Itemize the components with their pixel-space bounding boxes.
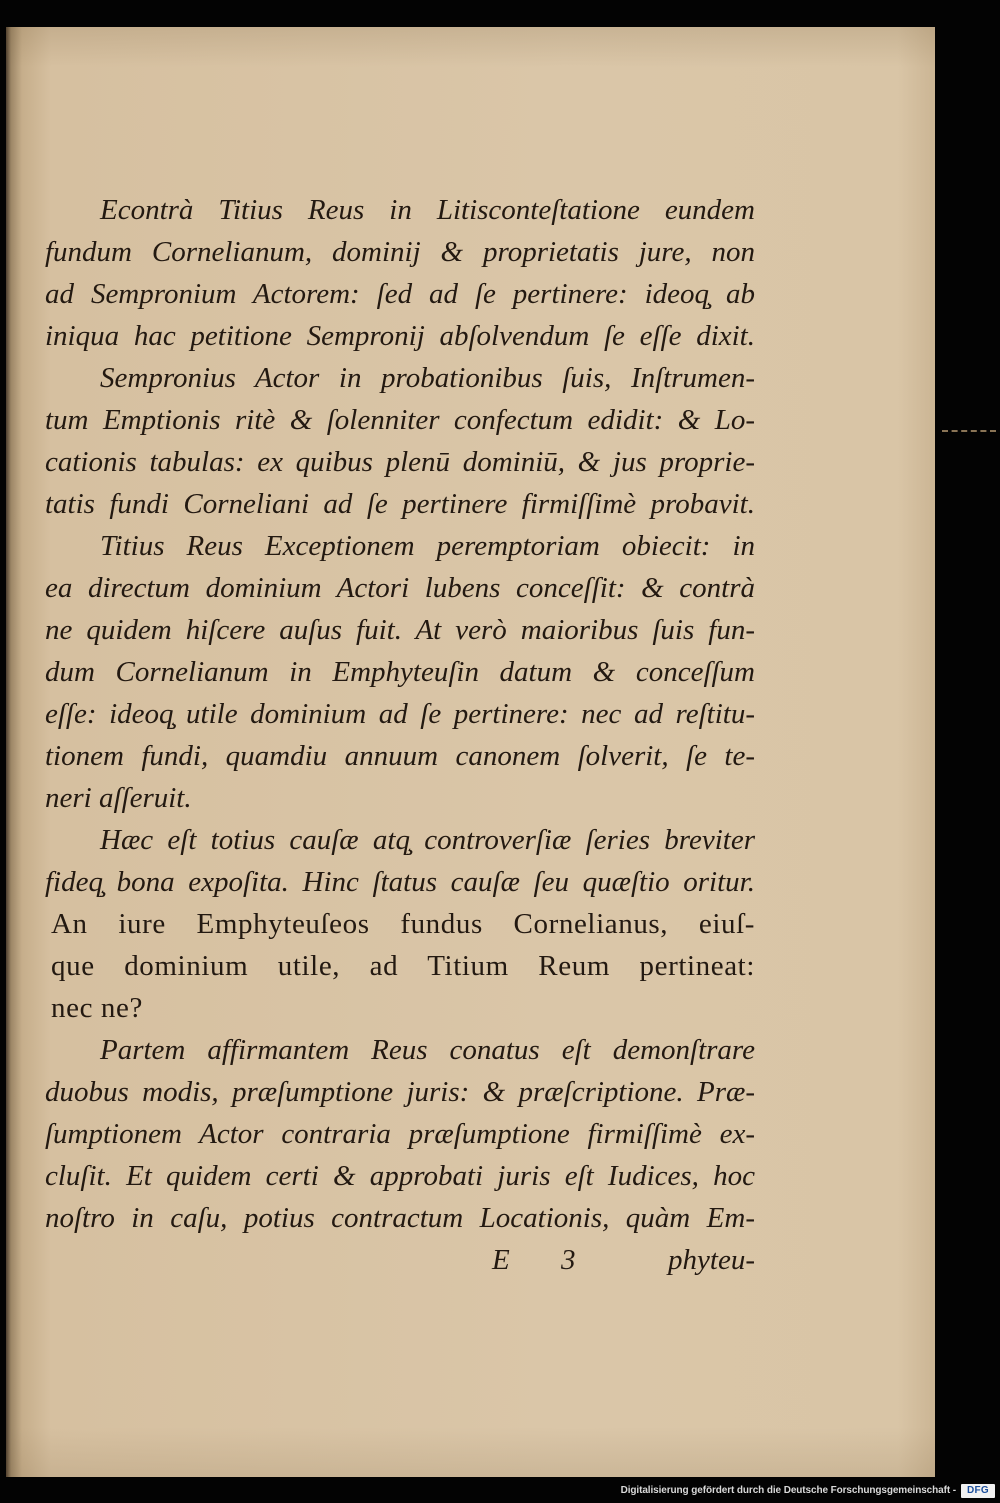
text-line: tum Emptionis ritè & ſolenniter confectum edidit: & Lo-	[45, 404, 755, 436]
text-line: ſumptionem Actor contraria præſumptione firmiſſimè ex-	[45, 1118, 755, 1150]
text-line: fideq̧ bona expoſita. Hinc ſtatus cauſæ ſeu quæſtio oritur.	[45, 866, 755, 898]
text-line: iniqua hac petitione Sempronij abſolvendum ſe eſſe dixit.	[45, 320, 755, 352]
text-line: Titius Reus Exceptionem peremptoriam obiecit: in	[100, 530, 755, 562]
scanned-page	[6, 27, 935, 1477]
text-line: ad Sempronium Actorem: ſed ad ſe pertinere: ideoq̧ ab	[45, 278, 755, 310]
text-line: Hæc eſt totius cauſæ atq̧ controverſiæ ſeries breviter	[100, 824, 755, 856]
text-line: neri aſſeruit.	[45, 782, 192, 814]
text-line: dum Cornelianum in Emphyteuſin datum & conceſſum	[45, 656, 755, 688]
text-line: Partem affirmantem Reus conatus eſt demonſtrare	[100, 1034, 755, 1066]
text-line: ne quidem hiſcere auſus fuit. At verò maioribus ſuis fun-	[45, 614, 755, 646]
text-line: tionem fundi, quamdiu annuum canonem ſolverit, ſe te-	[45, 740, 755, 772]
signature-mark: E 3	[492, 1244, 576, 1276]
text-line: fundum Cornelianum, dominij & proprietatis jure, non	[45, 236, 755, 268]
text-line: Econtrà Titius Reus in Litisconteſtatione eundem	[100, 194, 755, 226]
dfg-logo: DFG	[961, 1484, 995, 1498]
page-text-block	[45, 189, 755, 1281]
text-line: ea directum dominium Actori lubens conceſſit: & contrà	[45, 572, 755, 604]
question-line: An iure Emphyteuſeos fundus Cornelianus, eiuſ-	[51, 908, 755, 940]
catchword: phyteu-	[668, 1244, 755, 1276]
digitization-credit: Digitalisierung gefördert durch die Deutsche Forschungsgemeinschaft -	[620, 1485, 956, 1496]
text-line: cluſit. Et quidem certi & approbati juris eſt Iudices, hoc	[45, 1160, 755, 1192]
text-line: Sempronius Actor in probationibus ſuis, Inſtrumen-	[100, 362, 755, 394]
catch-line	[45, 1239, 755, 1281]
text-line: cationis tabulas: ex quibus plenū dominiū, & jus proprie-	[45, 446, 755, 478]
scan-edge-mark	[942, 430, 996, 432]
question-line: que dominium utile, ad Titium Reum pertineat:	[51, 950, 755, 982]
text-line: duobus modis, præſumptione juris: & præſcriptione. Præ-	[45, 1076, 755, 1108]
text-line: eſſe: ideoq̧ utile dominium ad ſe pertinere: nec ad reſtitu-	[45, 698, 755, 730]
text-line: noſtro in caſu, potius contractum Locationis, quàm Em-	[45, 1202, 755, 1234]
question-line: nec ne?	[51, 992, 143, 1024]
text-line: tatis fundi Corneliani ad ſe pertinere firmiſſimè probavit.	[45, 488, 755, 520]
